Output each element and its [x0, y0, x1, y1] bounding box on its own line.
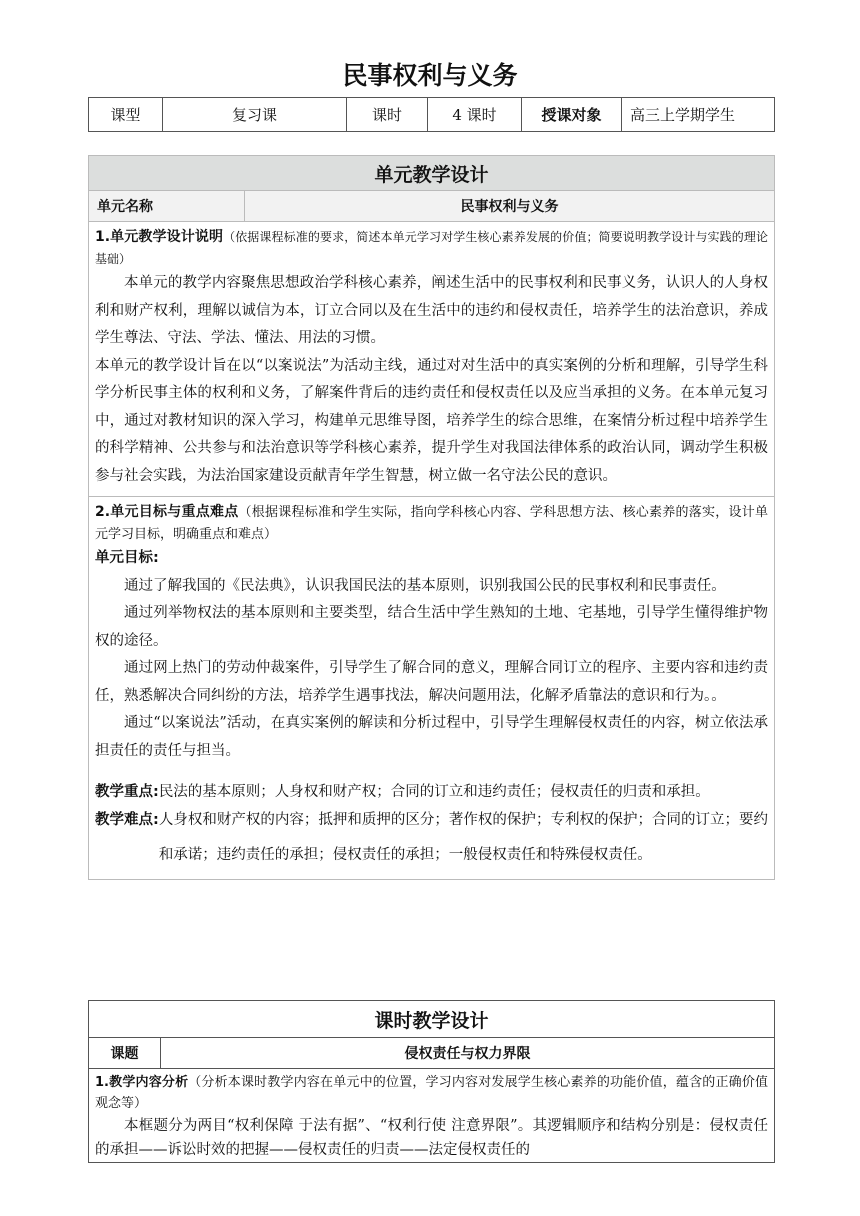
topic-label: 课题 [89, 1038, 161, 1069]
goal-item: 通过网上热门的劳动仲裁案件，引导学生了解合同的意义，理解合同订立的程序、主要内容和违约责任，熟悉解决合同纠纷的方法，培养学生遇事找法，解决问题用法，化解矛盾靠法的意识和行为。。 [95, 660, 769, 704]
unit-goals-section [89, 497, 775, 880]
type-value: 复习课 [163, 98, 347, 132]
paragraph: 本单元的教学设计旨在以“以案说法”为活动主线，通过对对生活中的真实案例的分析和理解，引导学生科学分析民事主体的权利和义务，了解案件背后的违约责任和侵权责任以及应当承担的义务。在本单元复习中，通过对教材知识的深入学习，构建单元思维导图，培养学生的综合思维，在案情分析过程中培养学生的科学精神、公共参与和法治意识等学科核心素养，提升学生对我国法律体系的政治认同，调动学生积极参与社会实践，为法治国家建设贡献青年学生智慧，树立做一名守法公民的意识。 [95, 357, 769, 484]
section-note: （根据课程标准和学生实际，指向学科核心内容、学科思想方法、核心素养的落实，设计单元学习目标，明确重点和难点） [95, 505, 769, 542]
unit-design-table [88, 155, 775, 880]
section-title: 1.教学内容分析 [95, 1075, 189, 1090]
audience-label: 授课对象 [522, 98, 622, 132]
goal-item: 通过了解我国的《民法典》，认识我国民法的基本原则，识别我国公民的民事权利和民事责任。 [124, 577, 726, 594]
goal-item: 通过“以案说法”活动，在真实案例的解读和分析过程中，引导学生理解侵权责任的内容，树立依法承担责任的责任与担当。 [95, 715, 769, 759]
unit-name-value: 民事权利与义务 [245, 191, 775, 222]
hours-value: 4 课时 [428, 98, 522, 132]
key-points-label: 教学重点: [95, 784, 159, 800]
key-points-text: 民法的基本原则；人身权和财产权；合同的订立和违约责任；侵权责任的归责和承担。 [158, 784, 710, 800]
paragraph: 本框题分为两目“权利保障 于法有据”、“权利行使 注意界限”。其逻辑顺序和结构分别是：侵权责任的承担——诉讼时效的把握——侵权责任的归责——法定侵权责任的 [95, 1118, 769, 1158]
difficult-points-text: 人身权和财产权的内容；抵押和质押的区分；著作权的保护；专利权的保护；合同的订立；要约和承诺；违约责任的承担；侵权责任的承担；一般侵权责任和特殊侵权责任。 [158, 811, 769, 863]
difficult-points [95, 807, 768, 873]
lesson-design-heading: 课时教学设计 [89, 1001, 775, 1038]
unit-name-label: 单元名称 [89, 191, 245, 222]
lesson-meta-table [88, 97, 775, 132]
section-title: 1.单元教学设计说明 [95, 229, 224, 245]
topic-value: 侵权责任与权力界限 [161, 1038, 775, 1069]
section-title: 2.单元目标与重点难点 [95, 504, 239, 520]
unit-design-explanation [89, 222, 775, 497]
goal-item: 通过列举物权法的基本原则和主要类型，结合生活中学生熟知的土地、宅基地，引导学生懂得维护物权的途径。 [95, 605, 769, 649]
type-label: 课型 [89, 98, 163, 132]
lesson-content-analysis [89, 1069, 775, 1163]
hours-label: 课时 [347, 98, 428, 132]
goals-label: 单元目标: [95, 550, 159, 566]
section-note: （分析本课时教学内容在单元中的位置，学习内容对发展学生核心素养的功能价值，蕴含的正确价值观念等） [95, 1075, 769, 1111]
section-note: （依据课程标准的要求，简述本单元学习对学生核心素养发展的价值；简要说明教学设计与实践的理论基础） [95, 230, 769, 266]
paragraph: 本单元的教学内容聚焦思想政治学科核心素养，阐述生活中的民事权利和民事义务，认识人的人身权利和财产权利，理解以诚信为本，订立合同以及在生活中的违约和侵权责任，培养学生的法治意识，养成学生尊法、守法、学法、懂法、用法的习惯。 [95, 275, 769, 346]
audience-value: 高三上学期学生 [622, 98, 775, 132]
unit-design-heading: 单元教学设计 [89, 156, 775, 191]
difficult-points-label: 教学难点: [95, 811, 159, 828]
lesson-design-table [88, 1000, 775, 1163]
document-title: 民事权利与义务 [342, 61, 518, 90]
